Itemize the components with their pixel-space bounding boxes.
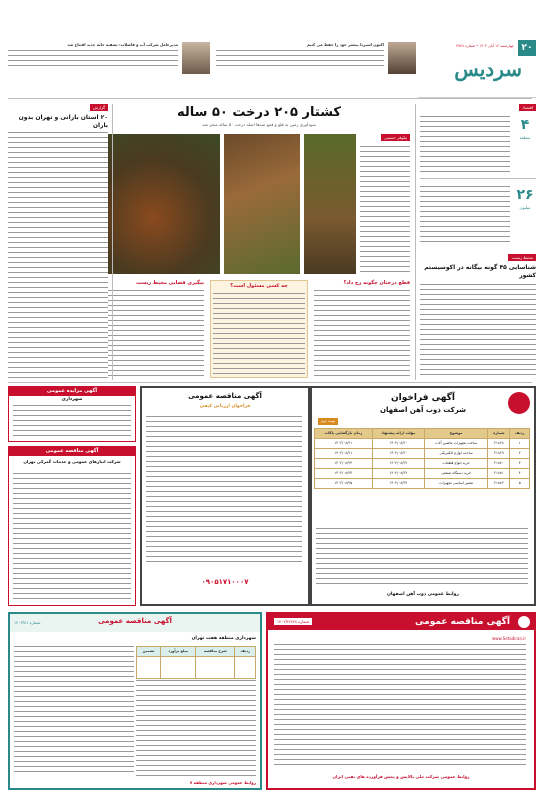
column-header: موضوع — [425, 429, 488, 439]
top-item-1-body — [216, 50, 384, 70]
stat-value: ۴ — [520, 117, 530, 133]
table-row — [315, 439, 530, 449]
side-column — [420, 104, 536, 380]
forest-photo — [108, 134, 220, 274]
cell: ۱ — [510, 439, 530, 449]
top-item-1-title: اکنون اسیرنا بیشتر خود را حفظ می کنیم — [306, 42, 384, 47]
top-item-2-title: مدیرعامل شرکت آب و فاضلاب: تصفیه خانه جدید افتتاح شد — [67, 42, 178, 47]
story-col-2 — [210, 280, 308, 378]
bottom-left-ad-table — [136, 646, 256, 679]
section-label: گزارش — [90, 104, 108, 111]
sidebar-body — [420, 284, 536, 378]
bottom-right-ad-logo — [518, 616, 530, 628]
middle-ad-subtitle: فراخوان ارزیابی کیفی — [199, 404, 251, 409]
left-ad-2-title: آگهی مناقصه عمومی — [9, 447, 135, 456]
column-header: ردیف — [510, 429, 530, 439]
middle-ad-phone: ۰۹۰۵۱۷۱۰۰۰۷ — [201, 578, 249, 586]
report-column — [8, 104, 108, 380]
table-row — [315, 449, 530, 459]
bottom-left-ad-title: آگهی مناقصه عمومی — [98, 617, 172, 625]
cell: ۱۴۰۲/۰۸/۲۴ — [372, 479, 424, 489]
author-tag: نیلوفر حسینی — [381, 134, 410, 141]
cell: ۳ — [510, 459, 530, 469]
cell: ۱۴۰۲/۰۸/۲۳ — [315, 469, 373, 479]
column-header: مهلت ارائه پیشنهاد — [372, 429, 424, 439]
report-body — [8, 132, 108, 378]
table-header-row — [137, 647, 256, 657]
left-ad-1-company: شهرداری — [61, 397, 83, 402]
col-body — [213, 293, 305, 377]
bottom-right-ad-title: آگهی مناقصه عمومی — [415, 617, 510, 627]
section-label: محیط زیست — [508, 254, 536, 261]
column-header: شماره — [488, 429, 510, 439]
table-header-row — [315, 429, 530, 439]
story-col-3 — [108, 280, 204, 378]
stat-unit: میلیون — [519, 204, 531, 210]
bottom-left-ad-number: شماره ۱۴۰۳/۸۱ — [14, 620, 41, 625]
col-body — [314, 290, 410, 378]
bottom-right-ad-body — [274, 644, 526, 766]
bottom-left-ad — [8, 612, 262, 790]
masthead — [418, 40, 536, 98]
cell: ۱۴۰۲/۰۸/۲۱ — [315, 439, 373, 449]
cell: ۲۱۸۷۱ — [488, 469, 510, 479]
middle-ad-title: آگهی مناقصه عمومی — [188, 392, 262, 400]
date-line: چهارشنبه ۱۲ آبان ۱۴۰۲ • شماره ۳۷۲۸ — [456, 44, 514, 48]
cell: ۲ — [510, 449, 530, 459]
report-headline: ۲۰ استان بارانی و تهران بدون باران — [18, 114, 108, 129]
left-ad-1-title: آگهی مزایده عمومی — [9, 387, 135, 396]
left-ad-2-company: شرکت انبارهای عمومی و خدمات گمرکی تهران — [23, 459, 121, 464]
bottom-right-ad — [266, 612, 536, 790]
portrait-photo — [182, 42, 210, 74]
story-subtitle: سودآوری زمین به قلع و قمع صدها اصله درخت ۵۰ ساله منجر شد — [202, 122, 316, 127]
stat-unit: منطقه — [519, 134, 531, 140]
stat-value: ۲۶ — [516, 187, 534, 203]
bottom-left-ad-body-left — [14, 646, 134, 776]
tender-table-wrap — [314, 428, 530, 489]
cell: ۲۱۸۶۸ — [488, 439, 510, 449]
left-ad-2 — [8, 446, 136, 606]
col-body — [108, 290, 204, 378]
tender-notes — [316, 528, 528, 584]
page-number-badge: ۲۰ — [518, 40, 536, 56]
top-item-2 — [8, 40, 210, 90]
stat-box-1 — [514, 116, 536, 140]
col-title: پیگیری قضایی محیط زیست — [135, 280, 204, 286]
cell: خرید دستگاه صنعتی — [425, 469, 488, 479]
portrait-photo — [388, 42, 416, 74]
tender-table — [314, 428, 530, 489]
cell: ۵ — [510, 479, 530, 489]
table-row — [137, 657, 256, 679]
cell: ۲۱۸۶۹ — [488, 449, 510, 459]
author-block — [360, 134, 410, 274]
story-col-1 — [314, 280, 410, 378]
main-story — [108, 104, 410, 380]
tender-badge: نوبت دوم — [318, 418, 338, 425]
top-item-2-body — [8, 50, 178, 70]
cell: ۴ — [510, 469, 530, 479]
column-header: ردیف — [235, 647, 256, 657]
stat-text-1 — [420, 116, 510, 174]
bottom-left-ad-body-right — [136, 680, 256, 776]
top-item-1 — [216, 40, 416, 90]
bottom-right-ad-number: شماره ۱۴۰۲/۲/۸۴۸ — [274, 618, 312, 625]
table-row — [315, 479, 530, 489]
story-title: کشتار ۲۰۵ درخت ۵۰ ساله — [177, 105, 341, 120]
column-header: مبلغ برآورد — [161, 647, 196, 657]
column-header: زمان بازگشایی پاکات — [315, 429, 373, 439]
col-title: چه کسی مسئول است؟ — [230, 283, 288, 289]
cell: ساخت لوازم الکتریکی — [425, 449, 488, 459]
col-title: قطع درختان چگونه رخ داد؟ — [343, 280, 410, 286]
tender-title: آگهی فراخوان — [391, 393, 455, 403]
table-row — [315, 459, 530, 469]
cell: ۱۴۰۲/۰۸/۲۲ — [372, 459, 424, 469]
cell: ساخت تجهیزات ماشین آلات — [425, 439, 488, 449]
middle-ad — [140, 386, 310, 606]
tender-ad — [310, 386, 536, 606]
left-ad-1-body — [13, 405, 131, 439]
column-header: تضمین — [137, 647, 161, 657]
bottom-right-ad-website: www.Setadiran.ir — [491, 636, 526, 641]
table-row — [315, 469, 530, 479]
left-ad-1 — [8, 386, 136, 442]
cell: ۱۴۰۲/۰۸/۲۳ — [315, 459, 373, 469]
cell: ۱۴۰۲/۰۸/۲۲ — [372, 469, 424, 479]
left-ad-2-body — [13, 473, 131, 603]
masthead-logo: سردیس — [454, 57, 522, 81]
column-header: شرح مناقصه — [196, 647, 235, 657]
bottom-left-ad-company: شهرداری منطقه هفت تهران — [191, 636, 256, 641]
cell: ۲۱۸۷۰ — [488, 459, 510, 469]
cell: ۱۴۰۲/۰۸/۲۵ — [315, 479, 373, 489]
cell: ۱۴۰۲/۰۸/۲۰ — [372, 449, 424, 459]
stat-box-2 — [514, 186, 536, 210]
bottom-left-ad-table-wrap — [136, 646, 256, 679]
tender-footer: روابط عمومی ذوب آهن اصفهان — [387, 592, 459, 597]
lead-text — [360, 146, 410, 272]
middle-ad-body — [146, 416, 302, 566]
stump-photo — [224, 134, 300, 274]
cell: ۲۱۸۷۲ — [488, 479, 510, 489]
cell: تعمیر اساسی تجهیزات — [425, 479, 488, 489]
bottom-left-ad-footer: روابط عمومی شهرداری منطقه ۷ — [189, 780, 256, 785]
cell: ۱۴۰۲/۰۸/۲۰ — [372, 439, 424, 449]
cell: خرید انواع قطعات — [425, 459, 488, 469]
top-strip — [8, 40, 416, 90]
sidebar-headline: شناسایی ۴۵ گونه بیگانه در اکوسیستم کشور — [424, 264, 536, 279]
section-label: اقتصاد — [519, 104, 536, 111]
logs-photo — [304, 134, 356, 274]
bottom-right-ad-footer: روابط عمومی شرکت ملی پالایش و پخش فرآورده های نفتی ایران — [332, 774, 470, 779]
stat-text-2 — [420, 186, 510, 246]
tender-company: شرکت ذوب آهن اصفهان — [380, 406, 466, 414]
cell: ۱۴۰۲/۰۸/۲۱ — [315, 449, 373, 459]
